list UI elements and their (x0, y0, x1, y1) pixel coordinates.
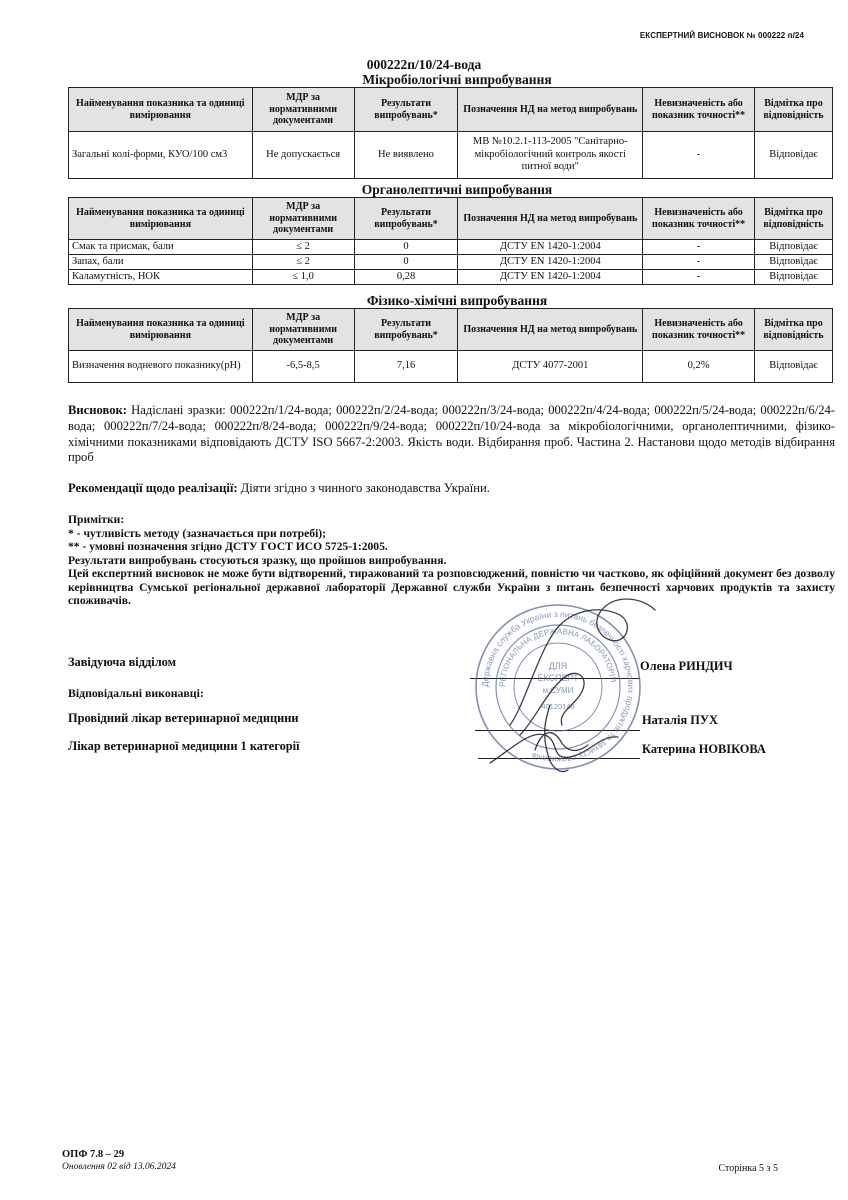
vet1-label: Провідний лікар ветеринарної медицини (68, 711, 299, 725)
col-header-uncertainty: Невизначеність або показник точності** (643, 198, 755, 240)
cell-uncertainty: - (643, 270, 755, 285)
table-micro (68, 87, 833, 179)
document-header-number: ЕКСПЕРТНИЙ ВИСНОВОК № 000222 п/24 (639, 31, 804, 40)
table-organo (68, 197, 833, 285)
cell-conformity: Відповідає (755, 351, 833, 383)
cell-conformity: Відповідає (755, 255, 833, 270)
footer-revision: Оновлення 02 від 13.06.2024 (62, 1162, 176, 1172)
col-header-method: Позначення НД на метод випробувань (458, 88, 643, 132)
table-row (69, 132, 833, 179)
recommendations-text: Діяти згідно з чинного законодавства України. (237, 481, 490, 495)
cell-mdr: -6,5-8,5 (252, 351, 354, 383)
head-name: Олена РИНДИЧ (640, 659, 733, 673)
recommendations-label: Рекомендації щодо реалізації: (68, 481, 238, 495)
cell-result: 7,16 (354, 351, 458, 383)
col-header-method: Позначення НД на метод випробувань (458, 309, 643, 351)
section-title-organo: Органолептичні випробування (361, 182, 553, 197)
stamp-ring-outer: Державна служба України з питань безпечності харчових продуктів та захисту споживачів (479, 608, 637, 766)
recommendations-paragraph (68, 481, 835, 497)
conclusion-label: Висновок: (68, 403, 127, 417)
cell-uncertainty: - (643, 255, 755, 270)
cell-method: ДСТУ EN 1420-1:2004 (458, 255, 643, 270)
vet2-name: Катерина НОВІКОВА (642, 742, 766, 756)
cell-method: ДСТУ EN 1420-1:2004 (458, 270, 643, 285)
lab-stamp-icon (450, 585, 665, 785)
note-line: * - чутливість методу (зазначається при потребі); (68, 526, 327, 540)
section-title-physchem: Фізико-хімічні випробування (366, 293, 548, 308)
col-header-method: Позначення НД на метод випробувань (458, 198, 643, 240)
col-header-name: Найменування показника та одиниці вимірювання (69, 198, 253, 240)
col-header-mdr: МДР за нормативними документами (252, 88, 354, 132)
col-header-result: Результати випробувань* (354, 309, 458, 351)
stamp-ring-middle: РЕГІОНАЛЬНА ДЕРЖАВНА ЛАБОРАТОРІЯ (497, 626, 618, 688)
cell-name: Запах, бали (69, 255, 253, 270)
col-header-conformity: Відмітка про відповідність (755, 309, 833, 351)
col-header-name: Найменування показника та одиниці вимірювання (69, 88, 253, 132)
table-row (69, 255, 833, 270)
cell-name: Загальні колі-форми, КУО/100 см3 (69, 132, 253, 179)
cell-result: 0 (354, 255, 458, 270)
footer-form-code: ОПФ 7.8 – 29 (62, 1149, 125, 1160)
footer-page-number: Сторінка 5 з 5 (718, 1163, 778, 1174)
conclusion-text: Надіслані зразки: 000222п/1/24-вода; 000222п/2/24-вода; 000222п/3/24-вода; 000222п/4/24-вода; 000222п/5/24-вода; 000222п/6/24-вода; 000222п/7/24-вода; 000222п/8/24-вода; 000222п/9/24-вода; 000222п/10/24-вода за мікробіологічними, органолептичними, фізико-хімічними показниками відповідають ДСТУ ISO 5667-2:2003. Якість води. Відбирання проб. Частина 2. Настанови щодо методів відбирання проб (68, 403, 835, 465)
note-line: Цей експертний висновок не може бути відтворений, тиражований та розповсюджений, повністю чи частково, як офіційний документ без дозволу керівництва Сумської регіональної державної лабораторії Державної служби України з питань безпечності харчових продуктів та захисту споживачів. (68, 567, 835, 607)
col-header-uncertainty: Невизначеність або показник точності** (643, 88, 755, 132)
table-row (69, 270, 833, 285)
cell-uncertainty: 0,2% (643, 351, 755, 383)
vet2-label: Лікар ветеринарної медицини 1 категорії (68, 739, 300, 753)
cell-uncertainty: - (643, 240, 755, 255)
col-header-mdr: МДР за нормативними документами (252, 198, 354, 240)
cell-name: Смак та присмак, бали (69, 240, 253, 255)
cell-name: Каламутність, НОК (69, 270, 253, 285)
col-header-name: Найменування показника та одиниці вимірювання (69, 309, 253, 351)
conclusion-paragraph (68, 403, 835, 466)
col-header-mdr: МДР за нормативними документами (252, 309, 354, 351)
cell-method: МВ №10.2.1-113-2005 "Санітарно-мікробіологічний контроль якості питної води" (458, 132, 643, 179)
table-physchem (68, 308, 833, 383)
cell-mdr: ≤ 2 (252, 255, 354, 270)
col-header-conformity: Відмітка про відповідність (755, 88, 833, 132)
cell-uncertainty: - (643, 132, 755, 179)
col-header-result: Результати випробувань* (354, 88, 458, 132)
executors-label: Відповідальні виконавці: (68, 686, 204, 700)
stamp-center-2: ЕКСПЕРТ (537, 673, 579, 683)
head-label: Завідуюча відділом (68, 655, 177, 669)
col-header-result: Результати випробувань* (354, 198, 458, 240)
section-title-micro: Мікробіологічні випробування (362, 72, 552, 87)
table-row (69, 240, 833, 255)
cell-name: Визначення водневого показнику(pH) (69, 351, 253, 383)
table-row (69, 351, 833, 383)
cell-method: ДСТУ EN 1420-1:2004 (458, 240, 643, 255)
cell-conformity: Відповідає (755, 240, 833, 255)
col-header-conformity: Відмітка про відповідність (755, 198, 833, 240)
note-line: ** - умовні позначення згідно ДСТУ ГОСТ ИСО 5725-1:2005. (68, 540, 388, 553)
cell-result: 0,28 (354, 270, 458, 285)
note-line: Результати випробувань стосуються зразку, що пройшов випробування. (68, 553, 447, 567)
cell-mdr: Не допускається (252, 132, 354, 179)
col-header-uncertainty: Невизначеність або показник точності** (643, 309, 755, 351)
notes-title: Примітки: (68, 513, 125, 526)
cell-result: 0 (354, 240, 458, 255)
stamp-center-1: ДЛЯ (548, 661, 568, 671)
cell-conformity: Відповідає (755, 132, 833, 179)
cell-result: Не виявлено (354, 132, 458, 179)
cell-mdr: ≤ 1,0 (252, 270, 354, 285)
vet1-name: Наталія ПУХ (642, 713, 718, 727)
cell-mdr: ≤ 2 (252, 240, 354, 255)
cell-conformity: Відповідає (755, 270, 833, 285)
document-title: 000222п/10/24-вода (366, 57, 482, 72)
cell-method: ДСТУ 4077-2001 (458, 351, 643, 383)
stamp-code: 40120148 (541, 702, 575, 711)
stamp-center-3: м.СУМИ (542, 686, 574, 695)
